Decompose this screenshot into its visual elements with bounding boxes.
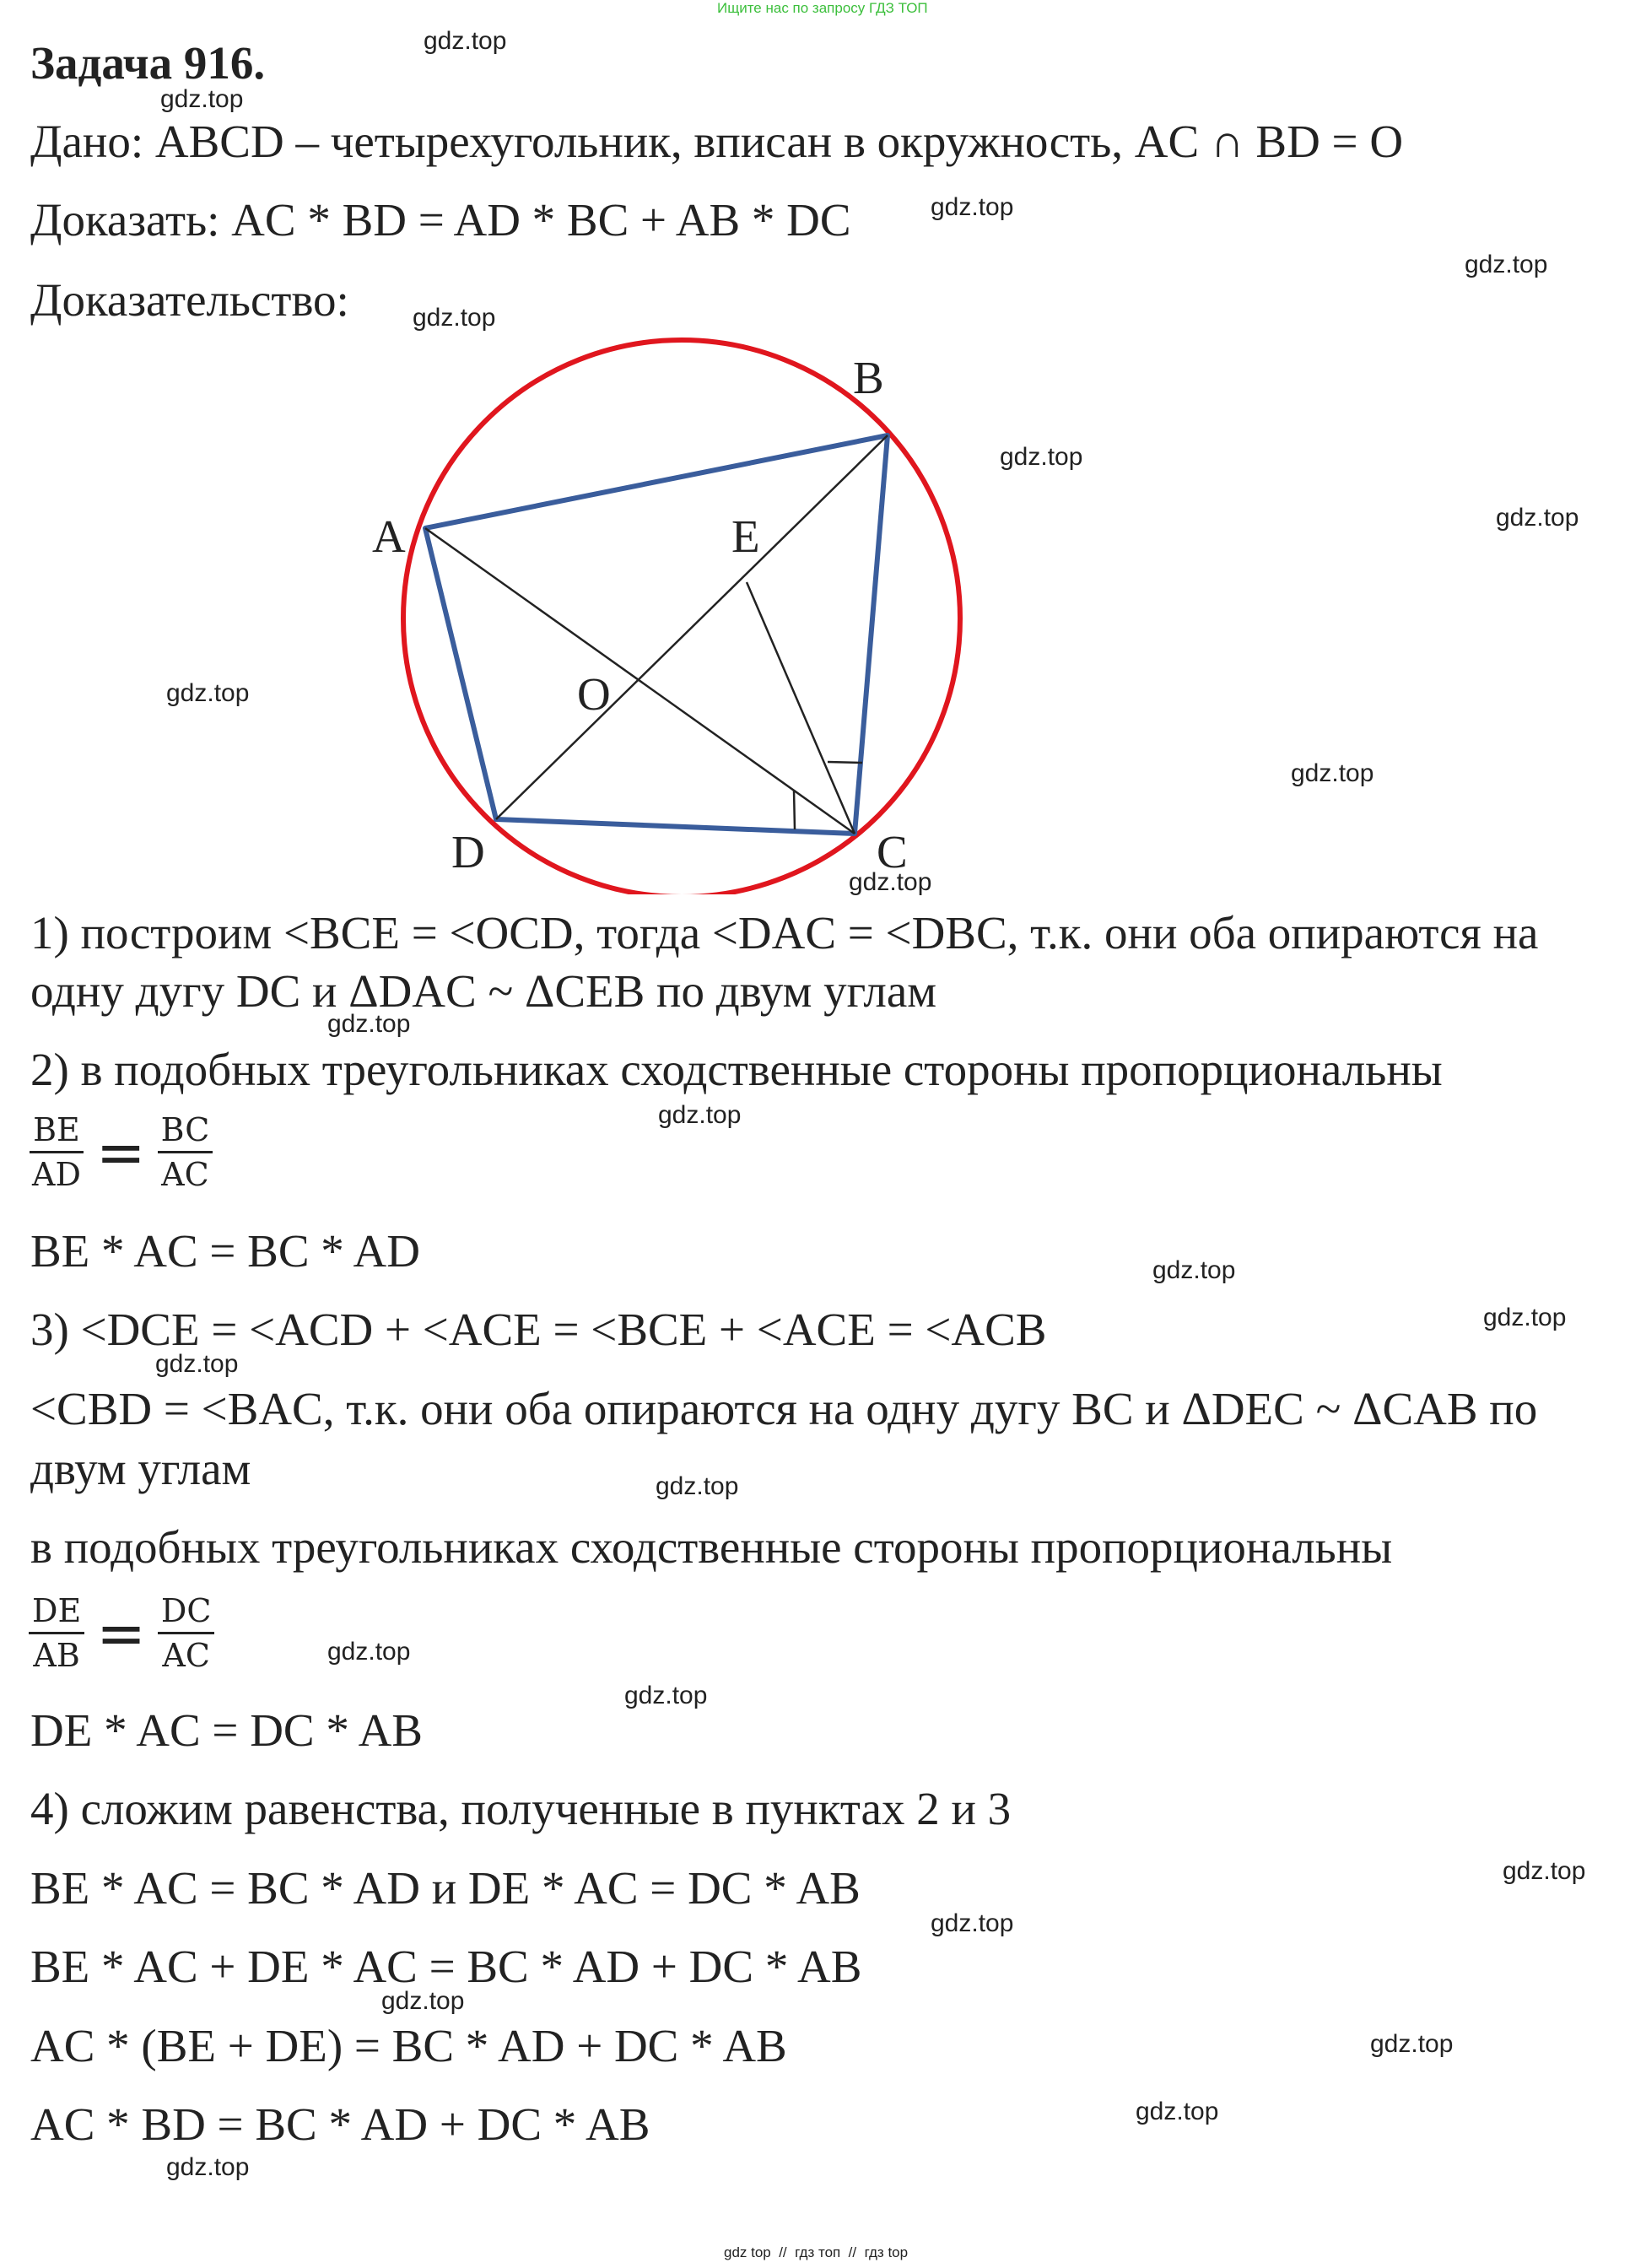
watermark: gdz.top (624, 1682, 708, 1709)
fraction-numerator: DC (158, 1595, 215, 1634)
step4-equation2: BE * AC + DE * AC = BC * AD + DC * AB (30, 1941, 862, 1992)
quadrilateral-abcd (425, 435, 888, 834)
angle-mark-ocd (794, 790, 795, 829)
fraction-bc-ac (158, 1111, 213, 1193)
watermark: gdz.top (658, 1101, 742, 1129)
step3-line3: двум углам (30, 1443, 251, 1494)
watermark: gdz.top (931, 1909, 1014, 1937)
given-line: Дано: ABCD – четырехугольник, вписан в окружность, AC ∩ BD = O (30, 116, 1404, 167)
watermark: gdz.top (656, 1472, 739, 1500)
equals-sign: = (96, 1598, 146, 1668)
circumscribed-circle (403, 340, 960, 894)
top-search-hint: Ищите нас по запросу ГДЗ ТОП (717, 0, 928, 16)
watermark: gdz.top (1483, 1304, 1567, 1331)
fraction-equation-1 (29, 1111, 213, 1193)
fraction-dc-ac (158, 1592, 215, 1674)
fraction-denominator: AC (162, 1637, 210, 1674)
fraction-denominator: AC (161, 1156, 209, 1193)
label-o: O (577, 668, 611, 720)
fraction-denominator: AB (33, 1637, 80, 1674)
task-title: Задача 916. (30, 37, 266, 89)
label-e: E (731, 510, 760, 562)
watermark: gdz.top (1465, 251, 1548, 278)
fraction-numerator: DE (29, 1595, 84, 1634)
watermark: gdz.top (1291, 759, 1374, 787)
step4-equation4: AC * BD = BC * AD + DC * AB (30, 2098, 650, 2150)
prove-line: Доказать: AC * BD = AD * BC + AB * DC (30, 194, 851, 246)
angle-mark-bce (828, 762, 862, 763)
step3-equation: DE * AC = DC * AB (30, 1704, 423, 1756)
label-a: A (372, 510, 406, 562)
fraction-denominator: AD (32, 1156, 81, 1193)
proof-label: Доказательство: (30, 274, 349, 326)
fraction-de-ab (29, 1592, 84, 1674)
step1-line1: 1) построим <BCE = <OCD, тогда <DAC = <DBC, т.к. они оба опираются на (30, 907, 1539, 958)
geometry-figure (0, 0, 1646, 894)
watermark: gdz.top (381, 1987, 465, 2015)
watermark: gdz.top (166, 2153, 250, 2181)
watermark: gdz.top (166, 679, 250, 707)
watermark: gdz.top (1152, 1256, 1236, 1284)
step3-line1: 3) <DCE = <ACD + <ACE = <BCE + <ACE = <ACB (30, 1304, 1047, 1355)
step3-line4: в подобных треугольниках сходственные стороны пропорциональны (30, 1521, 1393, 1573)
fraction-equation-2 (29, 1592, 214, 1674)
fraction-numerator: BE (30, 1114, 84, 1153)
watermark: gdz.top (849, 868, 932, 896)
watermark: gdz.top (1136, 2098, 1219, 2125)
label-c: C (877, 826, 908, 878)
watermark: gdz.top (931, 193, 1014, 221)
watermark: gdz.top (1503, 1857, 1586, 1885)
watermark: gdz.top (160, 85, 244, 113)
step1-line2: одну дугу DC и ΔDAC ~ ΔCEB по двум углам (30, 965, 937, 1017)
step4-equation3: AC * (BE + DE) = BC * AD + DC * AB (30, 2020, 787, 2071)
label-d: D (451, 826, 485, 878)
label-b: B (853, 352, 884, 403)
fraction-be-ad (29, 1111, 84, 1193)
equals-sign: = (95, 1117, 146, 1187)
watermark: gdz.top (424, 27, 507, 55)
step4-equation1: BE * AC = BC * AD и DE * AC = DC * AB (30, 1862, 861, 1914)
watermark: gdz.top (1000, 443, 1083, 471)
watermark: gdz.top (413, 304, 496, 332)
watermark: gdz.top (327, 1010, 411, 1038)
watermark: gdz.top (327, 1638, 411, 1666)
step2-equation: BE * AC = BC * AD (30, 1225, 420, 1277)
footer-tags: gdz top // гдз топ // гдз top (724, 2244, 909, 2260)
fraction-numerator: BC (158, 1114, 213, 1153)
step2-line1: 2) в подобных треугольниках сходственные стороны пропорциональны (30, 1044, 1443, 1095)
watermark: gdz.top (155, 1350, 239, 1378)
step3-line2: <CBD = <BAC, т.к. они оба опираются на одну дугу BC и ΔDEC ~ ΔCAB по (30, 1383, 1538, 1434)
watermark: gdz.top (1370, 2030, 1454, 2058)
watermark: gdz.top (1496, 504, 1579, 532)
step4-line1: 4) сложим равенства, полученные в пунктах 2 и 3 (30, 1783, 1012, 1834)
